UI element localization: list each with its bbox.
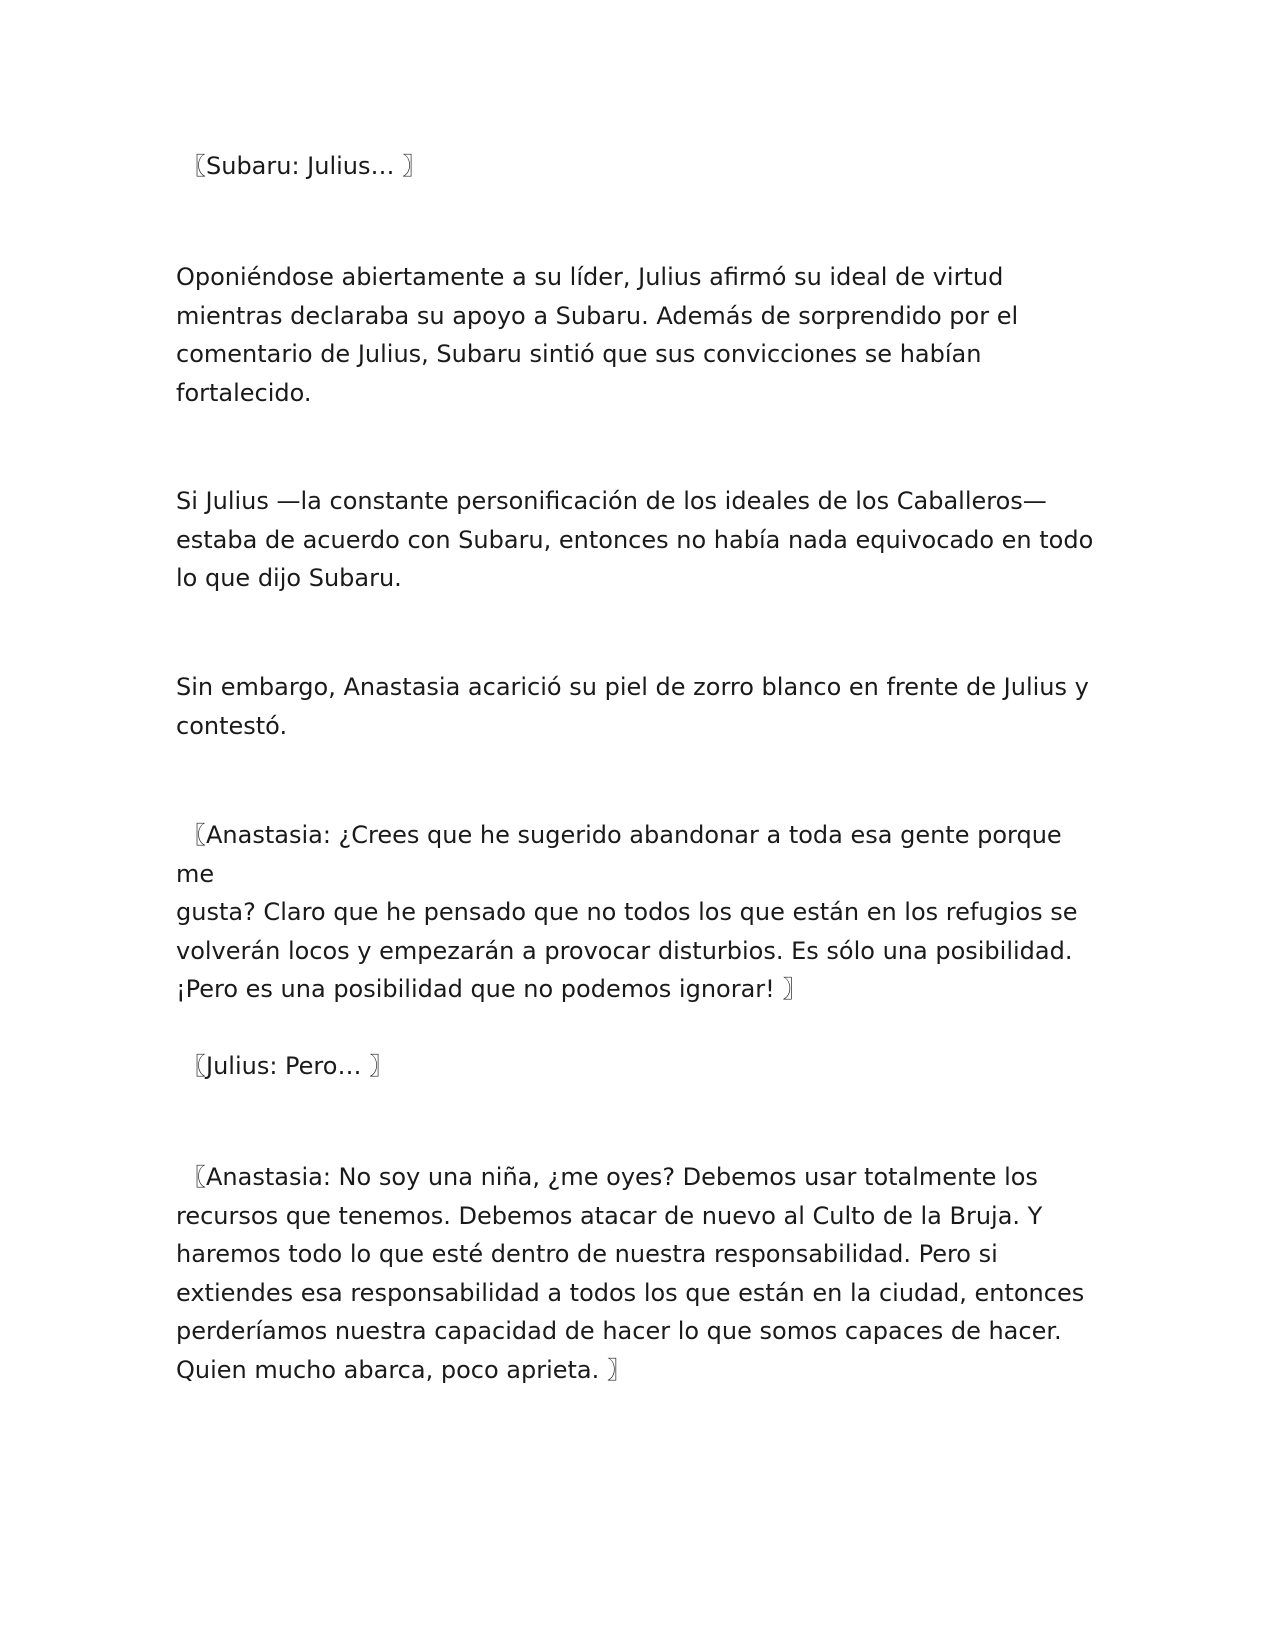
dialogue-julius: 〖Julius: Pero… 〗 xyxy=(182,1052,394,1080)
narration-paragraph: Si Julius —la constante personificación de los ideales de los Caballeros— estaba de acuerdo con Subaru, entonces no había nada equivocado en todo lo que dijo Subaru. xyxy=(176,487,1094,592)
dialogue-subaru: 〖Subaru: Julius… 〗 xyxy=(182,152,427,180)
dialogue-anastasia: 〖Anastasia: ¿Crees que he sugerido abandonar a toda esa gente porque me gusta? Claro que he pensado que no todos los que están en los refugios se volverán locos y empezarán a provocar disturbios. Es sólo una posibilidad. ¡Pero es una posibilidad que no podemos ignorar! 〗 xyxy=(176,821,1078,1003)
narration-paragraph: Sin embargo, Anastasia acarició su piel de zorro blanco en frente de Julius y contestó. xyxy=(176,673,1089,740)
narration-paragraph: Oponiéndose abiertamente a su líder, Julius afirmó su ideal de virtud mientras declaraba su apoyo a Subaru. Además de sorprendido por el comentario de Julius, Subaru sintió que sus convicciones se habían fortalecido. xyxy=(176,263,1019,407)
dialogue-anastasia: 〖Anastasia: No soy una niña, ¿me oyes? Debemos usar totalmente los recursos que tenemos. Debemos atacar de nuevo al Culto de la Bruja. Y haremos todo lo que esté dentro de nuestra responsabilidad. Pero si extiendes esa responsabilidad a todos los que están en la ciudad, entonces perderíamos nuestra capacidad de hacer lo que somos capaces de hacer. Quien mucho abarca, poco aprieta. 〗 xyxy=(176,1163,1085,1384)
